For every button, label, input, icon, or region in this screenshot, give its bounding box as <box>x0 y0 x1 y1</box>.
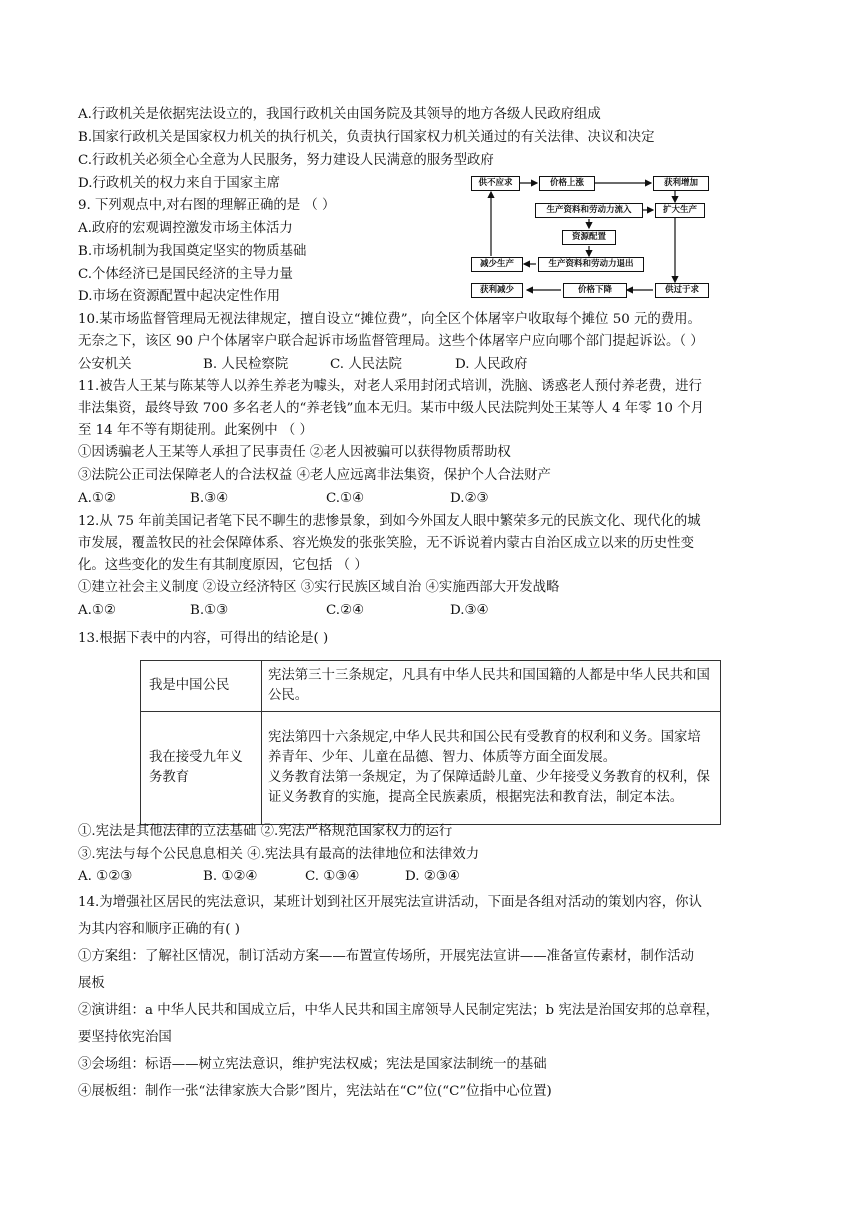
q14-stem-line1: 14.为增强社区居民的宪法意识，某班计划到社区开展宪法宣讲活动，下面是各组对活动的策划内容，你认 <box>78 895 702 910</box>
q13-option-a: A. ①②③ <box>78 869 133 884</box>
q13-option-d: D. ②③④ <box>405 869 460 884</box>
table-cell-article-33: 宪法第三十三条规定，凡具有中华人民共和国国籍的人都是中华人民共和国公民。 <box>262 661 721 712</box>
q14-statement-1b: 展板 <box>78 976 105 991</box>
box-expand-production: 扩大生产 <box>655 203 705 218</box>
q10-stem-line2: 无奈之下，该区 90 户个体屠宰户联合起诉市场监督管理局。这些个体屠宰户应向哪个部门提起诉讼。（ ） <box>78 334 704 349</box>
table-row <box>141 661 721 712</box>
box-outflow: 生产资料和劳动力退出 <box>538 257 644 272</box>
q9-option-d: D.市场在资源配置中起决定性作用 <box>78 289 280 304</box>
q10-option-a: 公安机关 <box>78 357 132 372</box>
q11-statements-2: ③法院公正司法保障老人的合法权益 ④老人应远离非法集资，保护个人合法财产 <box>78 468 551 483</box>
q11-option-d: D.②③ <box>450 491 489 506</box>
q8-option-d: D.行政机关的权力来自于国家主席 <box>78 176 280 191</box>
q11-stem-line3: 至 14 年不等有期徒刑。此案例中 （ ） <box>78 423 313 438</box>
q9-option-a: A.政府的宏观调控激发市场主体活力 <box>78 221 293 236</box>
q12-stem-line2: 市发展，覆盖牧民的社会保障体系、容光焕发的张张笑脸，无不诉说着内蒙古自治区成立以来的历史性变 <box>78 536 694 551</box>
q11-stem-line2: 非法集资，最终导致 700 多名老人的“养老钱”血本无归。某市中级人民法院判处王某等人 4 年零 10 个月 <box>78 401 704 416</box>
q11-option-a: A.①② <box>78 491 116 506</box>
table-cell-article-46 <box>262 712 721 825</box>
box-resource-allocation: 资源配置 <box>562 230 616 245</box>
table-cell-identity-education: 我在接受九年义务教育 <box>141 712 262 825</box>
q14-statement-1a: ①方案组：了解社区情况，制订活动方案——布置宣传场所，开展宪法宣讲——准备宣传素材，制作活动 <box>78 949 694 964</box>
table-cell-identity-citizen: 我是中国公民 <box>141 661 262 712</box>
q12-option-d: D.③④ <box>450 603 489 618</box>
q10-option-c: C. 人民法院 <box>330 357 402 372</box>
market-flow-diagram <box>469 170 711 300</box>
box-profit-increase: 获利增加 <box>653 176 709 191</box>
q13-option-c: C. ①③④ <box>305 869 360 884</box>
box-price-rise: 价格上涨 <box>539 176 595 191</box>
box-inflow: 生产资料和劳动力流入 <box>535 203 643 218</box>
q14-statement-2a: ②演讲组：a 中华人民共和国成立后，中华人民共和国主席领导人民制定宪法；b 宪法是治国安邦的总章程， <box>78 1003 720 1018</box>
q9-option-b: B.市场机制为我国奠定坚实的物质基础 <box>78 244 307 259</box>
q12-stem-line1: 12.从 75 年前美国记者笔下民不聊生的悲惨景象，到如今外国友人眼中繁荣多元的民族文化、现代化的城 <box>78 514 701 529</box>
q13-stem: 13.根据下表中的内容，可得出的结论是( ) <box>78 631 329 646</box>
q13-table <box>140 660 721 825</box>
article-46-text: 宪法第四十六条规定,中华人民共和国公民有受教育的权利和义务。国家培养青年、少年、儿童在品德、智力、体质等方面全面发展。 <box>268 730 701 765</box>
box-price-fall: 价格下降 <box>563 283 627 298</box>
q13-statements-2: ③.宪法与每个公民息息相关 ④.宪法具有最高的法律地位和法律效力 <box>78 847 480 862</box>
table-row <box>141 712 721 825</box>
box-supply-shortage: 供不应求 <box>471 176 520 191</box>
q11-option-c: C.①④ <box>326 491 365 506</box>
box-oversupply: 供过于求 <box>655 283 709 298</box>
q9-stem: 9. 下列观点中,对右图的理解正确的是 （ ） <box>78 198 336 213</box>
q11-statements-1: ①因诱骗老人王某等人承担了民事责任 ②老人因被骗可以获得物质帮助权 <box>78 445 511 460</box>
q14-stem-line2: 为其内容和顺序正确的有( ) <box>78 922 241 937</box>
q12-statements: ①建立社会主义制度 ②设立经济特区 ③实行民族区域自治 ④实施西部大开发战略 <box>78 580 560 595</box>
q8-option-b: B.国家行政机关是国家权力机关的执行机关，负责执行国家权力机关通过的有关法律、决议和决定 <box>78 130 655 145</box>
q12-option-b: B.①③ <box>190 603 229 618</box>
q14-statement-2b: 要坚持依宪治国 <box>78 1030 172 1045</box>
q8-option-a: A.行政机关是依据宪法设立的，我国行政机关由国务院及其领导的地方各级人民政府组成 <box>78 107 601 122</box>
box-reduce-production: 减少生产 <box>471 257 523 272</box>
box-profit-decrease: 获利减少 <box>471 283 523 298</box>
q8-option-c: C.行政机关必须全心全意为人民服务，努力建设人民满意的服务型政府 <box>78 153 494 168</box>
q10-option-d: D. 人民政府 <box>455 357 528 372</box>
q9-option-c: C.个体经济已是国民经济的主导力量 <box>78 267 293 282</box>
q12-stem-line3: 化。这些变化的发生有其制度原因，它包括 （ ） <box>78 558 368 573</box>
q10-option-b: B. 人民检察院 <box>203 357 289 372</box>
q11-option-b: B.③④ <box>190 491 229 506</box>
q10-stem-line1: 10.某市场监督管理局无视法律规定，擅自设立“摊位费”，向全区个体屠宰户收取每个摊位 50 元的费用。 <box>78 312 701 327</box>
q14-statement-4: ④展板组：制作一张“法律家族大合影”图片，宪法站在“C”位(“C”位指中心位置) <box>78 1084 552 1099</box>
education-law-text: 义务教育法第一条规定，为了保障适龄儿童、少年接受义务教育的权利，保证义务教育的实施，提高全民族素质，根据宪法和教育法，制定本法。 <box>268 770 710 805</box>
q12-option-a: A.①② <box>78 603 116 618</box>
q11-stem-line1: 11.被告人王某与陈某等人以养生养老为噱头，对老人采用封闭式培训，洗脑、诱惑老人预付养老费，进行 <box>78 379 702 394</box>
q14-statement-3: ③会场组：标语——树立宪法意识，维护宪法权威；宪法是国家法制统一的基础 <box>78 1057 547 1072</box>
q13-option-b: B. ①②④ <box>203 869 258 884</box>
q13-statements-1: ①.宪法是其他法律的立法基础 ②.宪法严格规范国家权力的运行 <box>78 824 453 839</box>
q12-option-c: C.②④ <box>326 603 365 618</box>
